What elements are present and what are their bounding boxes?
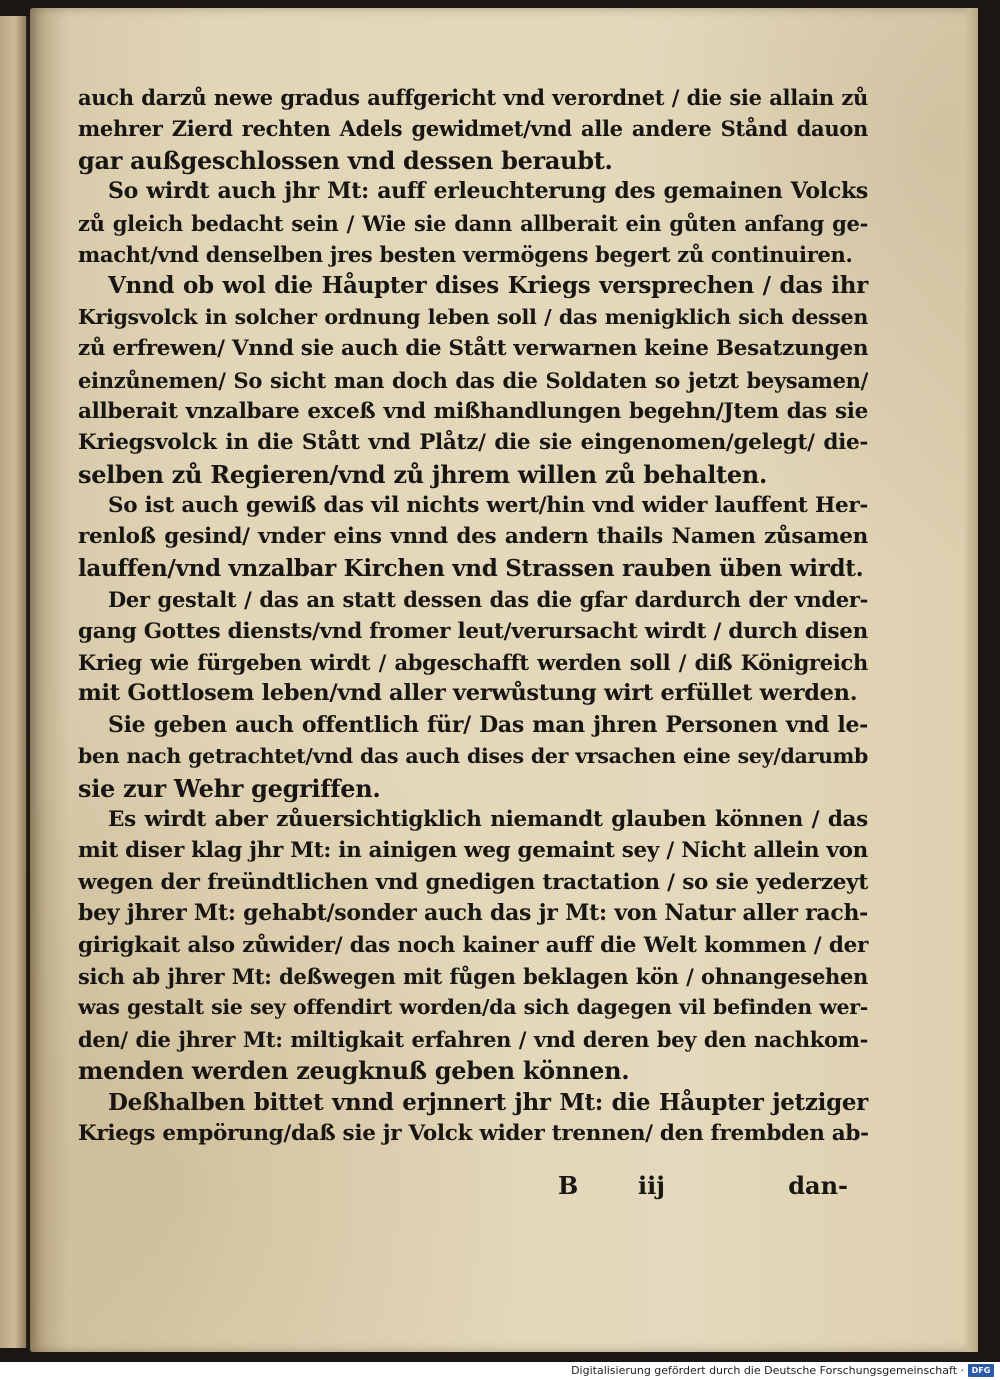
text-line: Es wirdt aber zůuersichtigklich niemandt glauben können / das <box>108 806 868 832</box>
page-footer-line <box>558 1170 848 1202</box>
text-line: mit Gottlosem leben/vnd aller verwůstung wirt erfüllet werden. <box>78 680 858 707</box>
body-text <box>78 82 868 1149</box>
text-line: So wirdt auch jhr Mt: auff erleuchterung des gemainen Volcks <box>108 178 868 205</box>
text-line: gang Gottes diensts/vnd fromer leut/verursacht wirdt / durch disen <box>78 618 868 644</box>
signature-mark: B <box>558 1171 579 1200</box>
text-line: gar außgeschlossen vnd dessen beraubt. <box>78 145 613 175</box>
text-line: Kriegsvolck in die Stått vnd Plåtz/ die sie eingenomen/gelegt/ die- <box>78 430 868 456</box>
text-line: mehrer Zierd rechten Adels gewidmet/vnd alle andere Stånd dauon <box>78 116 868 142</box>
text-line: selben zů Regieren/vnd zů jhrem willen zů behalten. <box>78 459 768 489</box>
digitization-footer <box>0 1362 1000 1380</box>
text-line: wegen der freündtlichen vnd gnedigen tractation / so sie yederzeyt <box>78 869 868 895</box>
text-line: einzůnemen/ So sicht man doch das die Soldaten so jetzt beysamen/ <box>78 367 868 393</box>
funding-credit: Digitalisierung gefördert durch die Deutsche Forschungsgemeinschaft · <box>571 1364 964 1377</box>
text-line: Der gestalt / das an statt dessen das die gfar dardurch der vnder- <box>108 587 868 613</box>
text-line: Deßhalben bittet vnnd erjnnert jhr Mt: die Håupter jetziger <box>108 1088 868 1116</box>
text-line: was gestalt sie sey offendirt worden/da sich dagegen vil befinden wer- <box>78 995 868 1020</box>
text-line: allberait vnzalbare exceß vnd mißhandlungen begehn/Jtem das sie <box>78 398 868 424</box>
text-line: zů erfrewen/ Vnnd sie auch die Stått verwarnen keine Besatzungen <box>78 336 869 362</box>
text-line: ben nach getrachtet/vnd das auch dises der vrsachen eine sey/darumb <box>78 744 868 769</box>
book-page <box>30 8 978 1352</box>
text-line: mit diser klag jhr Mt: in ainigen weg gemaint sey / Nicht allein von <box>78 838 868 864</box>
catchword: dan- <box>788 1171 848 1200</box>
text-line: girigkait also zůwider/ das noch kainer auff die Welt kommen / der <box>78 932 868 958</box>
text-line: Vnnd ob wol die Håupter dises Kriegs versprechen / das ihr <box>108 272 868 300</box>
signature-number: iij <box>638 1171 665 1200</box>
text-line: Kriegs empörung/daß sie jr Volck wider trennen/ den frembden ab- <box>78 1120 869 1146</box>
text-line: zů gleich bedacht sein / Wie sie dann allberait ein gůten anfang ge- <box>78 210 868 236</box>
text-line: sie zur Wehr gegriffen. <box>78 773 381 803</box>
text-line: sich ab jhrer Mt: deßwegen mit fůgen beklagen kön / ohnangesehen <box>78 963 868 989</box>
text-line: renloß gesind/ vnder eins vnnd des andern thails Namen zůsamen <box>78 524 868 550</box>
dfg-logo: DFG <box>968 1364 994 1377</box>
text-line: macht/vnd denselben jres besten vermögens begert zů continuiren. <box>78 241 853 267</box>
text-line: lauffen/vnd vnzalbar Kirchen vnd Strassen rauben üben wirdt. <box>78 554 864 582</box>
text-line: Krieg wie fürgeben wirdt / abgeschafft werden soll / diß Königreich <box>78 650 868 676</box>
previous-page-edge <box>0 16 28 1348</box>
text-line: menden werden zeugknuß geben können. <box>78 1056 630 1086</box>
text-line: Sie geben auch offentlich für/ Das man jhren Personen vnd le- <box>108 711 868 738</box>
text-line: Krigsvolck in solcher ordnung leben soll / das menigklich sich dessen <box>78 304 868 329</box>
text-line: So ist auch gewiß das vil nichts wert/hin vnd wider lauffent Her- <box>108 493 868 519</box>
text-line: bey jhrer Mt: gehabt/sonder auch das jr Mt: von Natur aller rach- <box>78 900 868 927</box>
text-line: den/ die jhrer Mt: miltigkait erfahren / vnd deren bey den nachkom- <box>78 1026 868 1052</box>
text-line: auch darzů newe gradus auffgericht vnd verordnet / die sie allain zů <box>78 85 868 110</box>
page-edge-shadow <box>964 8 978 1352</box>
